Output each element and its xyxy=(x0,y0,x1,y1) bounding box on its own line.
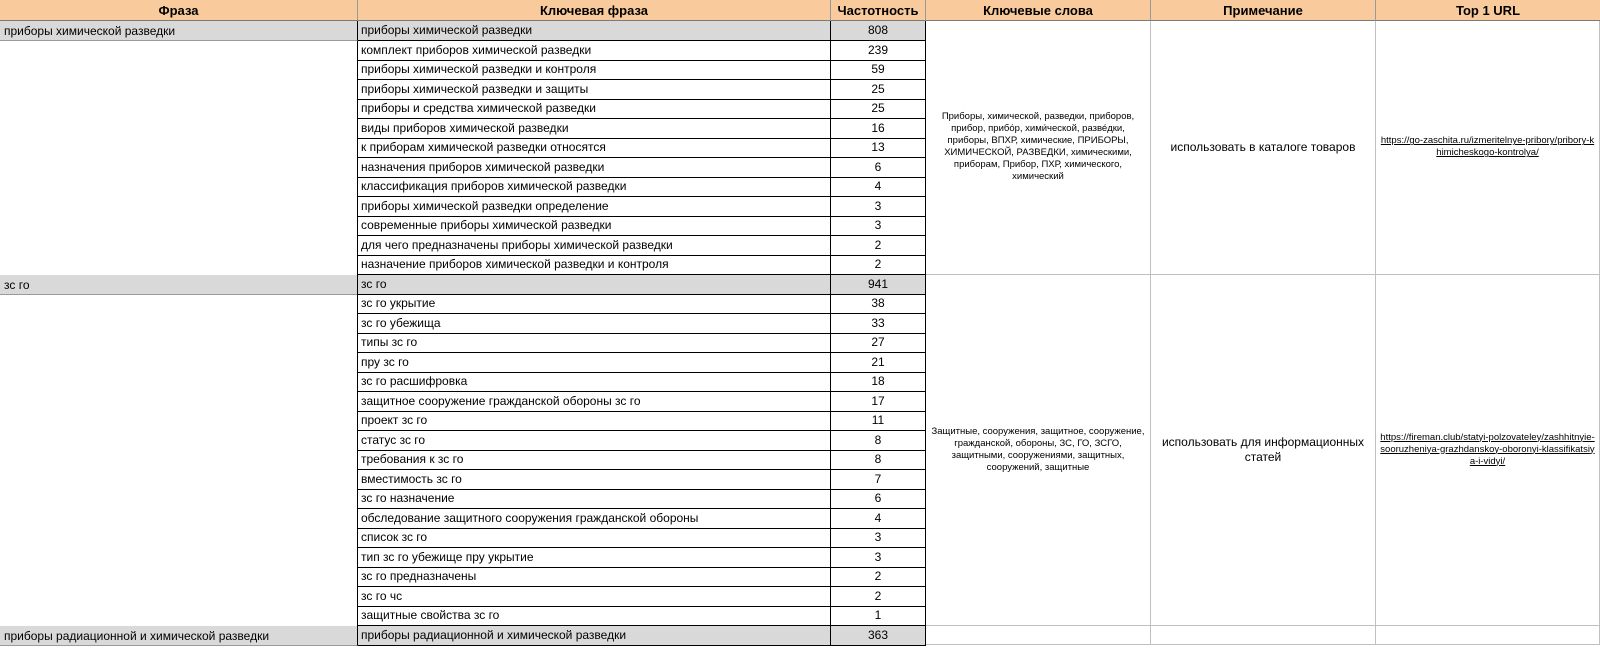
frequency-cell[interactable]: 6 xyxy=(831,158,926,178)
keyphrase-cell[interactable]: зс го предназначены xyxy=(358,567,831,587)
frequency-cell[interactable]: 8 xyxy=(831,450,926,470)
phrase-cell[interactable]: приборы радиационной и химической разведки xyxy=(0,626,358,646)
frequency-cell[interactable]: 27 xyxy=(831,333,926,353)
phrase-blank-cell[interactable] xyxy=(0,294,358,626)
keyphrase-cell[interactable]: комплект приборов химической разведки xyxy=(358,41,831,61)
top-url-link[interactable]: https://fireman.club/statyi-polzovateley/zashhitnyie-sooruzheniya-grazhdanskoy-oboronyi-klassifikatsiya-i-vidyi/ xyxy=(1380,431,1595,467)
keyphrase-cell[interactable]: защитное сооружение гражданской обороны зс го xyxy=(358,392,831,412)
frequency-cell[interactable]: 13 xyxy=(831,138,926,158)
keyphrase-cell[interactable]: приборы радиационной и химической разведки xyxy=(358,626,831,646)
keywords-text: Приборы, химической, разведки, приборов, прибор, прибо́р, хими́ческой, разве́дки, приборы, ВПХР, химические, ПРИБОРЫ, ХИМИЧЕСКОЙ, РАЗВЕДКИ, химическими, приборам, Прибор, ПХР, химического, химический xyxy=(941,111,1135,183)
top-url-cell[interactable] xyxy=(1376,21,1600,275)
frequency-cell[interactable]: 4 xyxy=(831,177,926,197)
frequency-cell[interactable]: 941 xyxy=(831,275,926,295)
keyphrase-cell[interactable]: приборы и средства химической разведки xyxy=(358,99,831,119)
frequency-cell[interactable]: 2 xyxy=(831,567,926,587)
note-cell[interactable] xyxy=(1151,626,1376,646)
keyphrase-cell[interactable]: защитные свойства зс го xyxy=(358,606,831,626)
keyphrase-cell[interactable]: зс го назначение xyxy=(358,489,831,509)
header-keyphrase[interactable]: Ключевая фраза xyxy=(358,0,831,21)
frequency-cell[interactable]: 4 xyxy=(831,509,926,529)
keyphrase-cell[interactable]: пру зс го xyxy=(358,353,831,373)
keyphrase-cell[interactable]: для чего предназначены приборы химической разведки xyxy=(358,236,831,256)
top-url-link[interactable]: https://go-zaschita.ru/izmeritelnye-pribory/pribory-khimicheskogo-kontrolya/ xyxy=(1380,135,1595,159)
keyphrase-cell[interactable]: зс го убежища xyxy=(358,314,831,334)
keyphrase-cell[interactable]: вместимость зс го xyxy=(358,470,831,490)
frequency-cell[interactable]: 8 xyxy=(831,431,926,451)
frequency-cell[interactable]: 3 xyxy=(831,197,926,217)
note-cell[interactable] xyxy=(1151,275,1376,626)
frequency-cell[interactable]: 3 xyxy=(831,528,926,548)
keyphrase-cell[interactable]: классификация приборов химической разведки xyxy=(358,177,831,197)
keywords-text: Защитные, сооружения, защитное, сооружение, гражданской, обороны, ЗС, ГО, ЗСГО, защитными, сооружениями, защитных, сооружений, защитные xyxy=(931,425,1145,473)
frequency-cell[interactable]: 3 xyxy=(831,216,926,236)
frequency-cell[interactable]: 808 xyxy=(831,21,926,41)
frequency-cell[interactable]: 239 xyxy=(831,41,926,61)
frequency-cell[interactable]: 59 xyxy=(831,60,926,80)
frequency-cell[interactable]: 3 xyxy=(831,548,926,568)
keyphrase-cell[interactable]: приборы химической разведки и контроля xyxy=(358,60,831,80)
frequency-cell[interactable]: 38 xyxy=(831,294,926,314)
top-url-cell[interactable] xyxy=(1376,626,1600,646)
phrase-blank-cell[interactable] xyxy=(0,41,358,275)
keyphrase-cell[interactable]: к приборам химической разведки относятся xyxy=(358,138,831,158)
header-top-url[interactable]: Top 1 URL xyxy=(1376,0,1600,21)
keyphrase-cell[interactable]: зс го чс xyxy=(358,587,831,607)
frequency-cell[interactable]: 7 xyxy=(831,470,926,490)
keyphrase-cell[interactable]: виды приборов химической разведки xyxy=(358,119,831,139)
keyphrase-cell[interactable]: назначения приборов химической разведки xyxy=(358,158,831,178)
keyphrase-cell[interactable]: назначение приборов химической разведки и контроля xyxy=(358,255,831,275)
frequency-cell[interactable]: 2 xyxy=(831,255,926,275)
header-note[interactable]: Примечание xyxy=(1151,0,1376,21)
keyphrase-cell[interactable]: приборы химической разведки определение xyxy=(358,197,831,217)
header-keywords[interactable]: Ключевые слова xyxy=(926,0,1151,21)
frequency-cell[interactable]: 363 xyxy=(831,626,926,646)
keyphrase-cell[interactable]: зс го укрытие xyxy=(358,294,831,314)
frequency-cell[interactable]: 2 xyxy=(831,587,926,607)
keyphrase-cell[interactable]: приборы химической разведки и защиты xyxy=(358,80,831,100)
keyphrase-cell[interactable]: приборы химической разведки xyxy=(358,21,831,41)
frequency-cell[interactable]: 17 xyxy=(831,392,926,412)
keywords-cell[interactable] xyxy=(926,275,1151,626)
phrase-cell[interactable]: зс го xyxy=(0,275,358,295)
keyphrase-cell[interactable]: список зс го xyxy=(358,528,831,548)
frequency-cell[interactable]: 25 xyxy=(831,99,926,119)
keyphrase-cell[interactable]: требования к зс го xyxy=(358,450,831,470)
keyphrase-cell[interactable]: статус зс го xyxy=(358,431,831,451)
frequency-cell[interactable]: 16 xyxy=(831,119,926,139)
keyphrase-cell[interactable]: современные приборы химической разведки xyxy=(358,216,831,236)
note-text: использовать в каталоге товаров xyxy=(1170,139,1356,154)
header-phrase[interactable]: Фраза xyxy=(0,0,358,21)
top-url-cell[interactable] xyxy=(1376,275,1600,626)
frequency-cell[interactable]: 33 xyxy=(831,314,926,334)
keyphrase-cell[interactable]: проект зс го xyxy=(358,411,831,431)
frequency-cell[interactable]: 11 xyxy=(831,411,926,431)
frequency-cell[interactable]: 25 xyxy=(831,80,926,100)
frequency-cell[interactable]: 2 xyxy=(831,236,926,256)
frequency-cell[interactable]: 18 xyxy=(831,372,926,392)
frequency-cell[interactable]: 1 xyxy=(831,606,926,626)
keyphrase-cell[interactable]: обследование защитного сооружения гражданской обороны xyxy=(358,509,831,529)
keyphrase-cell[interactable]: типы зс го xyxy=(358,333,831,353)
keyphrase-cell[interactable]: зс го расшифровка xyxy=(358,372,831,392)
keyphrase-cell[interactable]: зс го xyxy=(358,275,831,295)
keywords-cell[interactable] xyxy=(926,626,1151,646)
frequency-cell[interactable]: 21 xyxy=(831,353,926,373)
phrase-cell[interactable]: приборы химической разведки xyxy=(0,21,358,41)
keywords-cell[interactable] xyxy=(926,21,1151,275)
keyphrase-cell[interactable]: тип зс го убежище пру укрытие xyxy=(358,548,831,568)
frequency-cell[interactable]: 6 xyxy=(831,489,926,509)
note-cell[interactable] xyxy=(1151,21,1376,275)
header-frequency[interactable]: Частотность xyxy=(831,0,926,21)
note-text: использовать для информационных статей xyxy=(1161,434,1365,464)
